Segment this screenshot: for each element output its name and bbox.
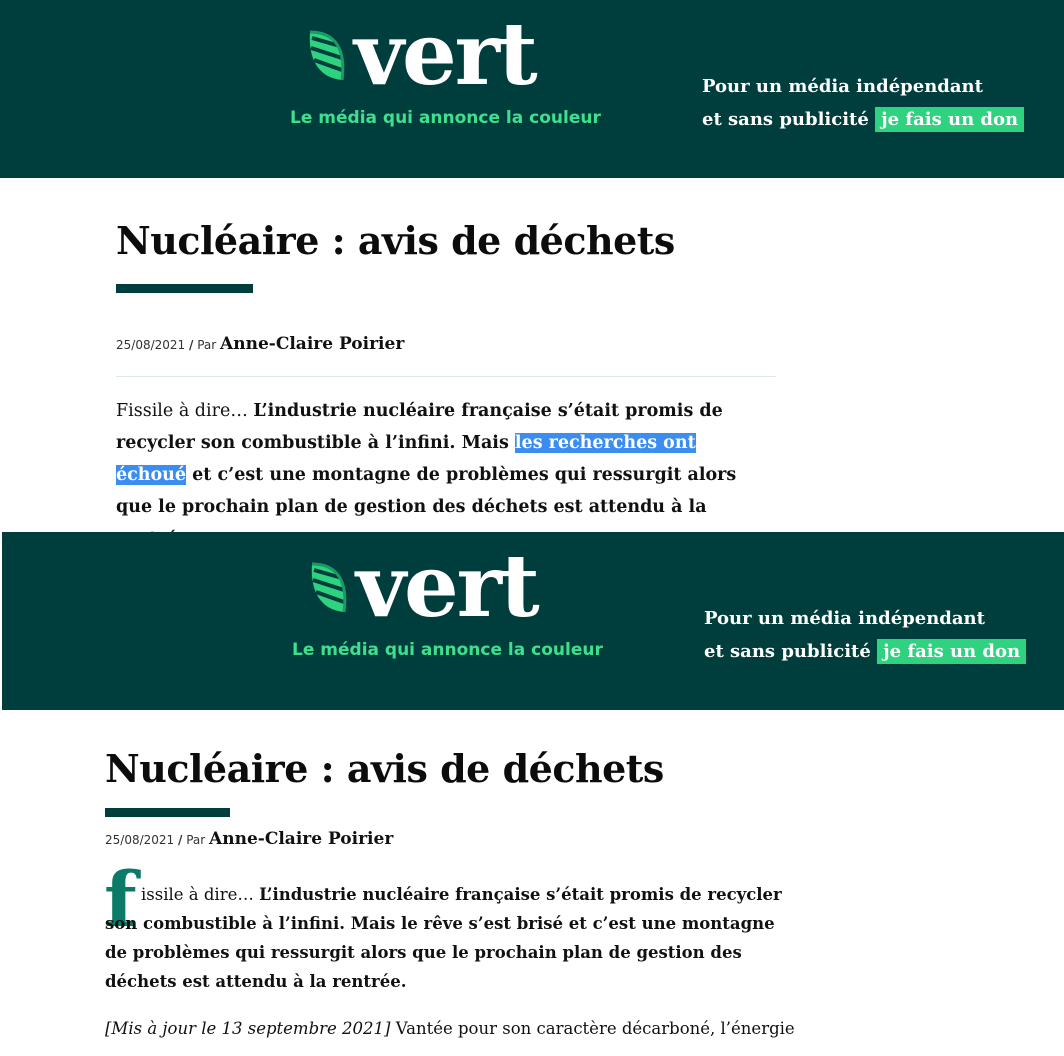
- title-underline: [116, 284, 253, 293]
- byline-par: Par: [186, 833, 206, 847]
- site-tagline: Le média qui annonce la couleur: [290, 108, 601, 128]
- byline: [116, 334, 404, 354]
- lead-intro: Fissile à dire…: [116, 401, 254, 421]
- article-date: 25/08/2021: [116, 338, 186, 352]
- promo-line-2: et sans publicité: [702, 109, 869, 130]
- promo-line-1: Pour un média indépendant: [702, 76, 983, 97]
- byline-separator: /: [189, 338, 194, 352]
- article-lead-2: [105, 880, 785, 996]
- byline-2: [105, 829, 393, 849]
- article-body: [105, 1014, 795, 1043]
- donation-promo: [702, 70, 1024, 136]
- donate-button[interactable]: je fais un don: [875, 107, 1024, 132]
- lead-text: L’industrie nucléaire française s’était promis de recycler son combustible à l’infini. Mais le rêve s’est brisé et c’est une montagne de problèmes qui ressurgit alors que le prochain plan de gestion des déchets est attendu à la rentrée.: [105, 885, 782, 991]
- leaf-icon: [308, 560, 350, 616]
- donate-button[interactable]: je fais un don: [877, 639, 1026, 664]
- site-logo-2[interactable]: [308, 536, 538, 637]
- lead-link-highlighted[interactable]: les recherches ont échoué: [116, 433, 696, 485]
- author-link[interactable]: Anne-Claire Poirier: [220, 334, 405, 354]
- update-note: [Mis à jour le 13 septembre 2021]: [105, 1019, 391, 1038]
- dropcap-letter: f: [104, 855, 137, 944]
- author-link[interactable]: Anne-Claire Poirier: [209, 829, 394, 849]
- logo-wordmark: vert: [356, 536, 538, 637]
- promo-line-2: et sans publicité: [704, 641, 871, 662]
- site-logo[interactable]: [306, 4, 536, 105]
- donation-promo: [704, 602, 1026, 668]
- site-header: [0, 0, 1064, 178]
- promo-line-1: Pour un média indépendant: [704, 608, 985, 629]
- divider: [116, 376, 776, 377]
- lead-text: L’industrie nucléaire française s’était promis de recycler son combustible à l’infini. Mais: [116, 401, 723, 453]
- logo-wordmark: vert: [354, 4, 536, 105]
- site-tagline: Le média qui annonce la couleur: [292, 640, 603, 660]
- byline-par: Par: [197, 338, 217, 352]
- lead-intro: issile à dire…: [141, 885, 260, 904]
- byline-separator: /: [178, 833, 183, 847]
- article-date: 25/08/2021: [105, 833, 175, 847]
- article-title-2: Nucléaire : avis de déchets: [105, 746, 664, 791]
- site-header-2: [2, 532, 1064, 710]
- leaf-icon: [306, 28, 348, 84]
- body-start: Vantée pour son caractère décarboné, l’énergie: [390, 1019, 795, 1038]
- lead-text-end: et c’est une montagne de problèmes qui ressurgit alors que le prochain plan de gestion des déchets est attendu à la: [116, 465, 737, 517]
- title-underline-2: [105, 808, 230, 817]
- article-title: Nucléaire : avis de déchets: [116, 218, 675, 263]
- article-lead: [116, 395, 766, 555]
